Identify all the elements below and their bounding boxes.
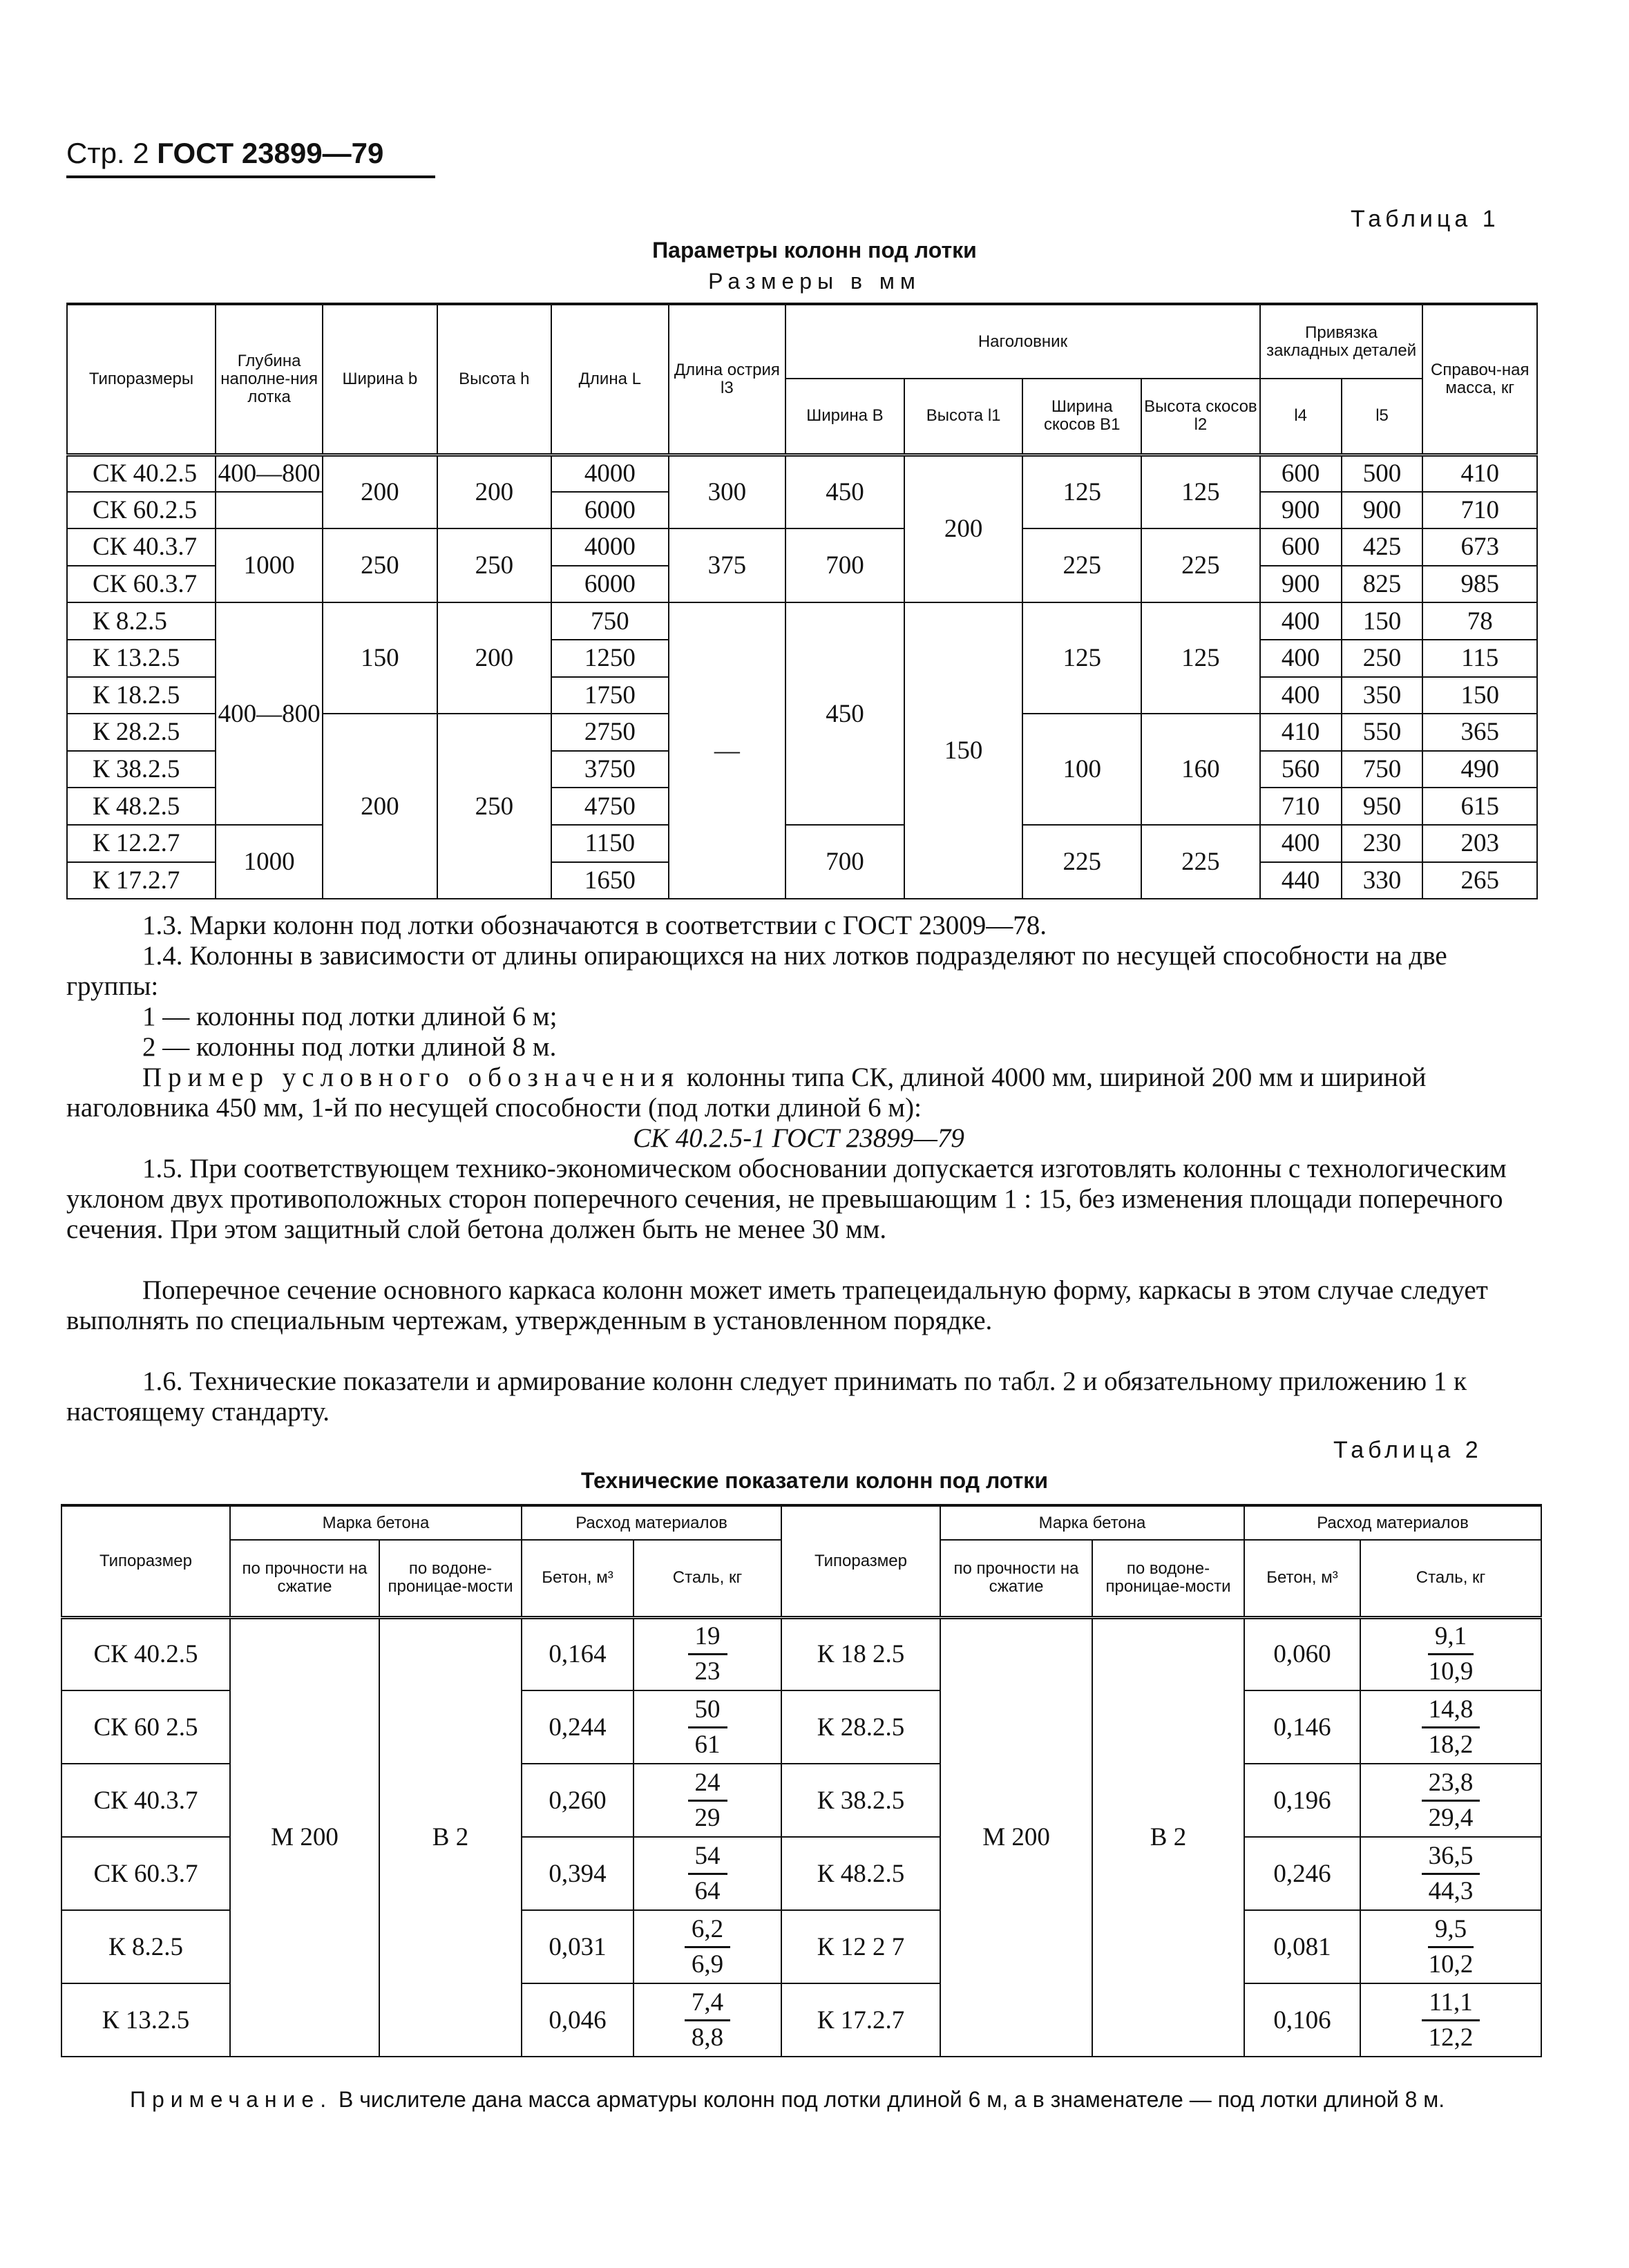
concrete-cell: 0,196: [1244, 1764, 1360, 1837]
paragraph-1-4: 1.4. Колонны в зависимости от длины опирающихся на них лотков подразделяют по несущей способности на две группы:: [66, 941, 1447, 1001]
t2-header-grade-left: Марка бетона: [230, 1505, 522, 1540]
head-width-cell: 700: [785, 825, 904, 899]
t1-header-l5: l5: [1342, 379, 1423, 455]
depth-cell-empty: [216, 492, 323, 529]
mass-cell: 365: [1422, 714, 1537, 751]
steel-cell: [634, 1617, 781, 1690]
page-header: [66, 137, 383, 170]
t1-header-length: Длина L: [551, 304, 669, 455]
l5-cell: 750: [1342, 751, 1423, 788]
mass-cell: 115: [1422, 640, 1537, 677]
l4-cell: 400: [1260, 640, 1342, 677]
l4-cell: 400: [1260, 825, 1342, 862]
mass-cell: 150: [1422, 677, 1537, 714]
steel-denominator: 44,3: [1428, 1876, 1474, 1905]
steel-denominator: 64: [694, 1876, 721, 1905]
width-cell: 200: [323, 455, 437, 528]
l4-cell: 710: [1260, 788, 1342, 825]
depth-cell: 400—800: [216, 602, 323, 825]
steel-denominator: 12,2: [1428, 2023, 1474, 2052]
steel-denominator: 29: [694, 1803, 721, 1832]
t1-header-head-width: Ширина B: [785, 379, 904, 455]
bevel-width-cell: 225: [1022, 825, 1141, 899]
row-name-left: СК 40.2.5: [61, 1617, 230, 1690]
l5-cell: 250: [1342, 640, 1423, 677]
row-name-right: К 12 2 7: [781, 1910, 940, 1983]
example-paragraph: [66, 1062, 1531, 1123]
depth-cell: 400—800: [216, 455, 323, 492]
t1-header-bevel-height: Высота скосов l2: [1141, 379, 1260, 455]
steel-numerator: 7,4: [685, 1986, 730, 2021]
concrete-cell: 0,031: [522, 1910, 634, 1983]
table2-title: Технические показатели колонн под лотки: [581, 1468, 1048, 1493]
l4-cell: 900: [1260, 566, 1342, 603]
mass-cell: 710: [1422, 492, 1537, 529]
concrete-cell: 0,146: [1244, 1690, 1360, 1764]
height-cell: 250: [437, 714, 551, 899]
steel-denominator: 29,4: [1428, 1803, 1474, 1832]
steel-cell: [634, 1910, 781, 1983]
mass-cell: 490: [1422, 751, 1537, 788]
mass-cell: 410: [1422, 455, 1537, 492]
steel-numerator: 24: [688, 1766, 727, 1802]
note-label: Примечание.: [130, 2087, 333, 2112]
length-cell: 6000: [551, 566, 669, 603]
note-text: В числителе дана масса арматуры колонн под лотки длиной 6 м, а в знаменателе — под лотки длиной 8 м.: [332, 2087, 1445, 2112]
example-code: СК 40.2.5-1 ГОСТ 23899—79: [633, 1123, 964, 1153]
t1-header-width: Ширина b: [323, 304, 437, 455]
steel-denominator: 6,9: [691, 1950, 724, 1979]
row-name: К 28.2.5: [67, 714, 216, 751]
l4-cell: 400: [1260, 602, 1342, 640]
table1-title: Параметры колонн под лотки: [652, 238, 977, 263]
row-name-right: К 28.2.5: [781, 1690, 940, 1764]
t1-header-mass: Справоч-ная масса, кг: [1422, 304, 1537, 455]
length-cell: 4000: [551, 455, 669, 492]
t1-header-embed: Привязка закладных деталей: [1260, 304, 1423, 379]
l5-cell: 825: [1342, 566, 1423, 603]
table-row: [67, 528, 1537, 566]
depth-cell: 1000: [216, 528, 323, 602]
t2-header-strength-left: по прочности на сжатие: [230, 1540, 379, 1617]
row-name-right: К 17.2.7: [781, 1983, 940, 2057]
bevel-height-cell: 125: [1141, 602, 1260, 714]
t2-header-consumption-left: Расход материалов: [522, 1505, 781, 1540]
width-cell: 250: [323, 528, 437, 602]
steel-denominator: 18,2: [1428, 1730, 1474, 1759]
t1-header-l4: l4: [1260, 379, 1342, 455]
paragraph-1-3: 1.3. Марки колонн под лотки обозначаются в соответствии с ГОСТ 23009—78.: [142, 911, 1047, 940]
row-name: К 38.2.5: [67, 751, 216, 788]
tip-cell: 375: [669, 528, 786, 602]
l5-cell: 150: [1342, 602, 1423, 640]
t1-header-head: Наголовник: [785, 304, 1260, 379]
t2-header-consumption-right: Расход материалов: [1244, 1505, 1541, 1540]
header-rule: [66, 175, 435, 178]
l4-cell: 900: [1260, 492, 1342, 529]
length-cell: 750: [551, 602, 669, 640]
paragraph-1-5-cont: Поперечное сечение основного каркаса колонн может иметь трапецеидальную форму, каркасы в этом случае следует выполнять по специальным чертежам, утвержденным в установленном порядке.: [66, 1275, 1488, 1335]
t1-header-head-height: Высота l1: [904, 379, 1023, 455]
steel-numerator: 6,2: [685, 1913, 730, 1948]
t2-header-water-right: по водоне-проницае-мости: [1092, 1540, 1244, 1617]
width-cell: 200: [323, 714, 437, 899]
mass-cell: 673: [1422, 528, 1537, 566]
l4-cell: 400: [1260, 677, 1342, 714]
l5-cell: 900: [1342, 492, 1423, 529]
steel-cell: [1360, 1617, 1541, 1690]
steel-denominator: 23: [694, 1657, 721, 1686]
concrete-cell: 0,246: [1244, 1837, 1360, 1910]
row-name: СК 60.2.5: [67, 492, 216, 529]
concrete-cell: 0,106: [1244, 1983, 1360, 2057]
bevel-height-cell: 225: [1141, 528, 1260, 602]
row-name-right: К 18 2.5: [781, 1617, 940, 1690]
height-cell: 250: [437, 528, 551, 602]
length-cell: 3750: [551, 751, 669, 788]
tip-cell: —: [669, 602, 786, 899]
row-name-left: СК 40.3.7: [61, 1764, 230, 1837]
depth-cell: 1000: [216, 825, 323, 899]
t1-header-bevel-width: Ширина скосов B1: [1022, 379, 1141, 455]
paragraph-1-6: 1.6. Технические показатели и армирование колонн следует принимать по табл. 2 и обязательному приложению 1 к настоящему стандарту.: [66, 1366, 1467, 1427]
concrete-cell: 0,394: [522, 1837, 634, 1910]
steel-numerator: 9,1: [1428, 1620, 1474, 1655]
row-name-left: СК 60 2.5: [61, 1690, 230, 1764]
row-name: К 8.2.5: [67, 602, 216, 640]
l5-cell: 330: [1342, 862, 1423, 899]
length-cell: 1150: [551, 825, 669, 862]
head-height-cell: 150: [904, 602, 1023, 899]
tip-cell: 300: [669, 455, 786, 528]
width-cell: 150: [323, 602, 437, 714]
l4-cell: 410: [1260, 714, 1342, 751]
concrete-cell: 0,046: [522, 1983, 634, 2057]
bevel-width-cell: 125: [1022, 455, 1141, 528]
paragraph-1-4-item2: 2 — колонны под лотки длиной 8 м.: [142, 1032, 557, 1062]
concrete-cell: 0,244: [522, 1690, 634, 1764]
l5-cell: 550: [1342, 714, 1423, 751]
l4-cell: 440: [1260, 862, 1342, 899]
length-cell: 4750: [551, 788, 669, 825]
l4-cell: 560: [1260, 751, 1342, 788]
bevel-width-cell: 225: [1022, 528, 1141, 602]
steel-numerator: 50: [688, 1693, 727, 1728]
steel-numerator: 36,5: [1422, 1840, 1480, 1875]
row-name: К 17.2.7: [67, 862, 216, 899]
table2-note: [57, 2086, 1542, 2113]
example-label: Пример условного обозначения: [142, 1062, 680, 1092]
standard-number: ГОСТ 23899—79: [157, 137, 384, 169]
l5-cell: 500: [1342, 455, 1423, 492]
concrete-cell: 0,164: [522, 1617, 634, 1690]
grade-strength-left: М 200: [230, 1617, 379, 2057]
table1-subtitle: Размеры в мм: [708, 269, 921, 294]
paragraph-1-5: 1.5. При соответствующем технико-экономическом обосновании допускается изготовлять колонны с технологическим уклоном двух противоположных сторон поперечного сечения, не превышающим 1 : 15, без изменения площади поперечного сечения. При этом защитный слой бетона должен быть не менее 30 мм.: [66, 1154, 1507, 1244]
row-name: К 18.2.5: [67, 677, 216, 714]
steel-cell: [634, 1690, 781, 1764]
row-name-left: СК 60.3.7: [61, 1837, 230, 1910]
row-name: К 12.2.7: [67, 825, 216, 862]
concrete-cell: 0,081: [1244, 1910, 1360, 1983]
height-cell: 200: [437, 602, 551, 714]
table-row: [67, 455, 1537, 492]
t2-header-concrete-right: Бетон, м³: [1244, 1540, 1360, 1617]
table2-label: Таблица 2: [1333, 1437, 1483, 1463]
l4-cell: 600: [1260, 455, 1342, 492]
length-cell: 1750: [551, 677, 669, 714]
row-name: К 48.2.5: [67, 788, 216, 825]
steel-cell: [1360, 1983, 1541, 2057]
l5-cell: 230: [1342, 825, 1423, 862]
steel-denominator: 10,9: [1428, 1657, 1474, 1686]
bevel-width-cell: 125: [1022, 602, 1141, 714]
paragraph-1-4-item1: 1 — колонны под лотки длиной 6 м;: [142, 1002, 558, 1031]
row-name-left: К 13.2.5: [61, 1983, 230, 2057]
row-name: СК 40.3.7: [67, 528, 216, 566]
t1-header-depth: Глубина наполне-ния лотка: [216, 304, 323, 455]
l5-cell: 950: [1342, 788, 1423, 825]
example-text: колонны типа СК, длиной 4000 мм, шириной 200 мм и шириной наголовника 450 мм, 1-й по несущей способности (под лотки длиной 6 м):: [66, 1062, 1427, 1123]
row-name-right: К 48.2.5: [781, 1837, 940, 1910]
bevel-height-cell: 225: [1141, 825, 1260, 899]
steel-denominator: 61: [694, 1730, 721, 1759]
grade-strength-right: М 200: [940, 1617, 1092, 2057]
mass-cell: 78: [1422, 602, 1537, 640]
steel-cell: [1360, 1837, 1541, 1910]
length-cell: 4000: [551, 528, 669, 566]
table2: [61, 1504, 1542, 2057]
row-name: К 13.2.5: [67, 640, 216, 677]
t2-header-water-left: по водоне-проницае-мости: [379, 1540, 522, 1617]
page-number: Стр. 2: [66, 137, 149, 169]
concrete-cell: 0,260: [522, 1764, 634, 1837]
steel-numerator: 23,8: [1422, 1766, 1480, 1802]
head-width-cell: 450: [785, 455, 904, 528]
table-row: [61, 1617, 1541, 1690]
t2-header-concrete-left: Бетон, м³: [522, 1540, 634, 1617]
mass-cell: 985: [1422, 566, 1537, 603]
bevel-height-cell: 125: [1141, 455, 1260, 528]
mass-cell: 203: [1422, 825, 1537, 862]
bevel-width-cell: 100: [1022, 714, 1141, 825]
length-cell: 2750: [551, 714, 669, 751]
row-name-left: К 8.2.5: [61, 1910, 230, 1983]
t2-header-steel-left: Сталь, кг: [634, 1540, 781, 1617]
head-width-cell: 700: [785, 528, 904, 602]
height-cell: 200: [437, 455, 551, 528]
row-name: СК 60.3.7: [67, 566, 216, 603]
table1: [66, 303, 1538, 899]
t2-header-grade-right: Марка бетона: [940, 1505, 1244, 1540]
bevel-height-cell: 160: [1141, 714, 1260, 825]
t2-header-strength-right: по прочности на сжатие: [940, 1540, 1092, 1617]
row-name: СК 40.2.5: [67, 455, 216, 492]
steel-cell: [634, 1837, 781, 1910]
steel-numerator: 54: [688, 1840, 727, 1875]
steel-cell: [634, 1764, 781, 1837]
grade-water-right: В 2: [1092, 1617, 1244, 2057]
table-row: [67, 602, 1537, 640]
head-height-cell: 200: [904, 455, 1023, 602]
mass-cell: 265: [1422, 862, 1537, 899]
steel-denominator: 8,8: [691, 2023, 724, 2052]
steel-numerator: 9,5: [1428, 1913, 1474, 1948]
l4-cell: 600: [1260, 528, 1342, 566]
steel-cell: [1360, 1690, 1541, 1764]
grade-water-left: В 2: [379, 1617, 522, 2057]
t1-header-tip: Длина острия l3: [669, 304, 786, 455]
row-name-right: К 38.2.5: [781, 1764, 940, 1837]
length-cell: 1650: [551, 862, 669, 899]
length-cell: 1250: [551, 640, 669, 677]
head-width-cell: 450: [785, 602, 904, 825]
t2-header-steel-right: Сталь, кг: [1360, 1540, 1541, 1617]
table1-label: Таблица 1: [1351, 206, 1500, 232]
table-row: [67, 825, 1537, 862]
steel-denominator: 10,2: [1428, 1950, 1474, 1979]
t1-header-type: Типоразмеры: [67, 304, 216, 455]
steel-cell: [634, 1983, 781, 2057]
t2-header-type-left: Типоразмер: [61, 1505, 230, 1617]
steel-cell: [1360, 1910, 1541, 1983]
l5-cell: 425: [1342, 528, 1423, 566]
concrete-cell: 0,060: [1244, 1617, 1360, 1690]
steel-numerator: 19: [688, 1620, 727, 1655]
l5-cell: 350: [1342, 677, 1423, 714]
steel-cell: [1360, 1764, 1541, 1837]
steel-numerator: 14,8: [1422, 1693, 1480, 1728]
t2-header-type-right: Типоразмер: [781, 1505, 940, 1617]
t1-header-height: Высота h: [437, 304, 551, 455]
mass-cell: 615: [1422, 788, 1537, 825]
steel-numerator: 11,1: [1422, 1986, 1479, 2021]
length-cell: 6000: [551, 492, 669, 529]
